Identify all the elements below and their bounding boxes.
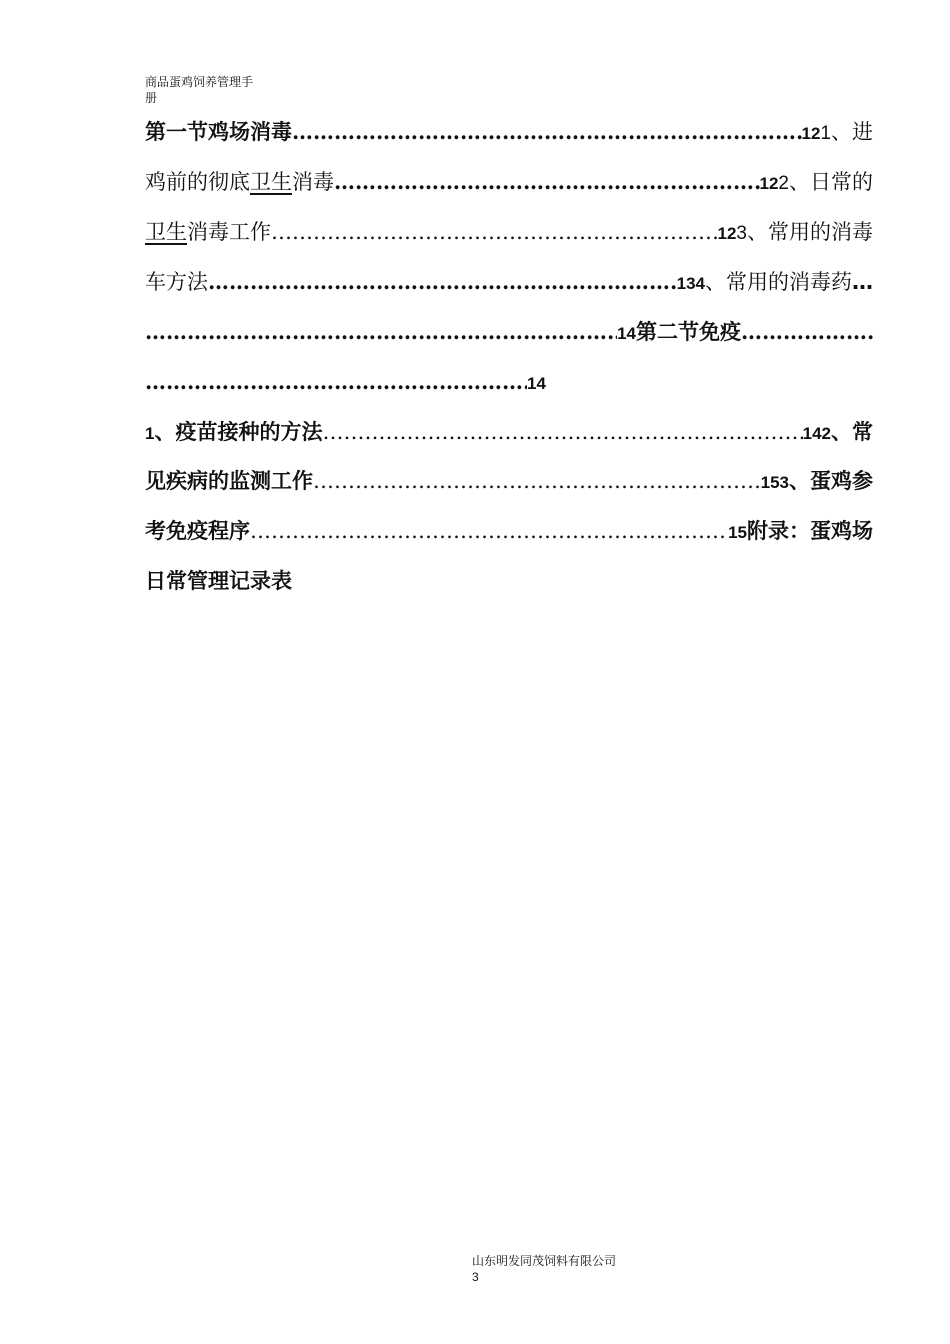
toc-line-5 (145, 315, 873, 349)
toc-leader-dots (313, 464, 761, 498)
running-header (145, 74, 285, 106)
toc-entry-number: 2 (821, 424, 831, 443)
toc-page-number: 13 (676, 274, 696, 293)
toc-entry-text[interactable]: 消毒工作 (187, 220, 271, 244)
toc-leader-dots-end: … (852, 270, 873, 294)
toc-entry-text[interactable]: 鸡前的彻底 (145, 170, 250, 194)
footer-page-number: 3 (472, 1270, 479, 1284)
toc-entry-underlined-text[interactable]: 卫生 (250, 170, 292, 194)
toc-leader-dots (208, 265, 677, 299)
toc-leader-dots (271, 215, 718, 249)
toc-page-number: 14 (527, 374, 546, 393)
toc-page-number: 14 (802, 424, 822, 443)
toc-entry-text[interactable]: 、日常的 (789, 170, 873, 194)
toc-entry-disinfection-section[interactable]: 第一节鸡场消毒 (145, 120, 292, 144)
toc-entry-immunization-section[interactable]: 第二节免疫 (636, 320, 741, 344)
toc-leader-dots (334, 165, 760, 199)
header-title-line2: 册 (145, 91, 158, 105)
toc-entry-underlined-text[interactable]: 卫生 (145, 220, 187, 244)
toc-entry-text[interactable]: 、常用的消毒药 (705, 270, 852, 294)
toc-entry-disease-monitoring[interactable]: 见疾病的监测工作 (145, 469, 313, 493)
toc-entry-text[interactable]: 、进 (831, 120, 873, 144)
toc-leader-dots (250, 514, 728, 548)
toc-entry-number: 4 (695, 274, 705, 293)
toc-line-6 (145, 365, 873, 399)
toc-leader-dots (322, 415, 802, 449)
toc-line-3 (145, 215, 873, 249)
footer-company-name: 山东明发同茂饲料有限公司 (472, 1254, 617, 1268)
toc-page-number: 12 (717, 224, 737, 243)
toc-entry-number: 2 (778, 173, 789, 194)
toc-page-number: 12 (801, 124, 821, 143)
toc-entry-number: 3 (736, 223, 747, 244)
toc-entry-daily-records[interactable]: 日常管理记录表 (145, 569, 292, 593)
toc-entry-text[interactable]: 车方法 (145, 270, 208, 294)
toc-entry-number: 3 (779, 473, 789, 492)
toc-page-number: 12 (759, 174, 779, 193)
header-title-line1: 商品蛋鸡饲养管理手 (145, 75, 254, 89)
toc-leader-dots (145, 365, 527, 399)
toc-leader-dots (292, 115, 802, 149)
toc-line-7 (145, 415, 873, 449)
toc-line-8 (145, 464, 873, 498)
toc-entry-text[interactable]: 、蛋鸡参 (789, 469, 873, 493)
toc-page-number: 14 (617, 324, 636, 343)
toc-line-10 (145, 564, 873, 598)
toc-page-number: 15 (760, 473, 780, 492)
toc-entry-text[interactable]: 、常用的消毒 (747, 220, 873, 244)
toc-line-9 (145, 514, 873, 548)
toc-entry-text[interactable]: 消毒 (292, 170, 334, 194)
toc-entry-number: 1 (820, 123, 831, 144)
toc-entry-immunization-program[interactable]: 考免疫程序 (145, 519, 250, 543)
toc-leader-dots (741, 315, 873, 349)
toc-page-number: 15 (728, 523, 747, 542)
toc-entry-text[interactable]: 、常 (831, 420, 873, 444)
toc-line-1 (145, 115, 873, 149)
toc-line-2 (145, 165, 873, 199)
page-footer (472, 1253, 616, 1285)
toc-entry-appendix[interactable]: 附录：蛋鸡场 (747, 519, 873, 543)
toc-entry-number: 1 (145, 424, 155, 443)
toc-entry-vaccination-method[interactable]: 、疫苗接种的方法 (154, 420, 323, 444)
toc-leader-dots (145, 315, 617, 349)
toc-line-4 (145, 265, 873, 299)
